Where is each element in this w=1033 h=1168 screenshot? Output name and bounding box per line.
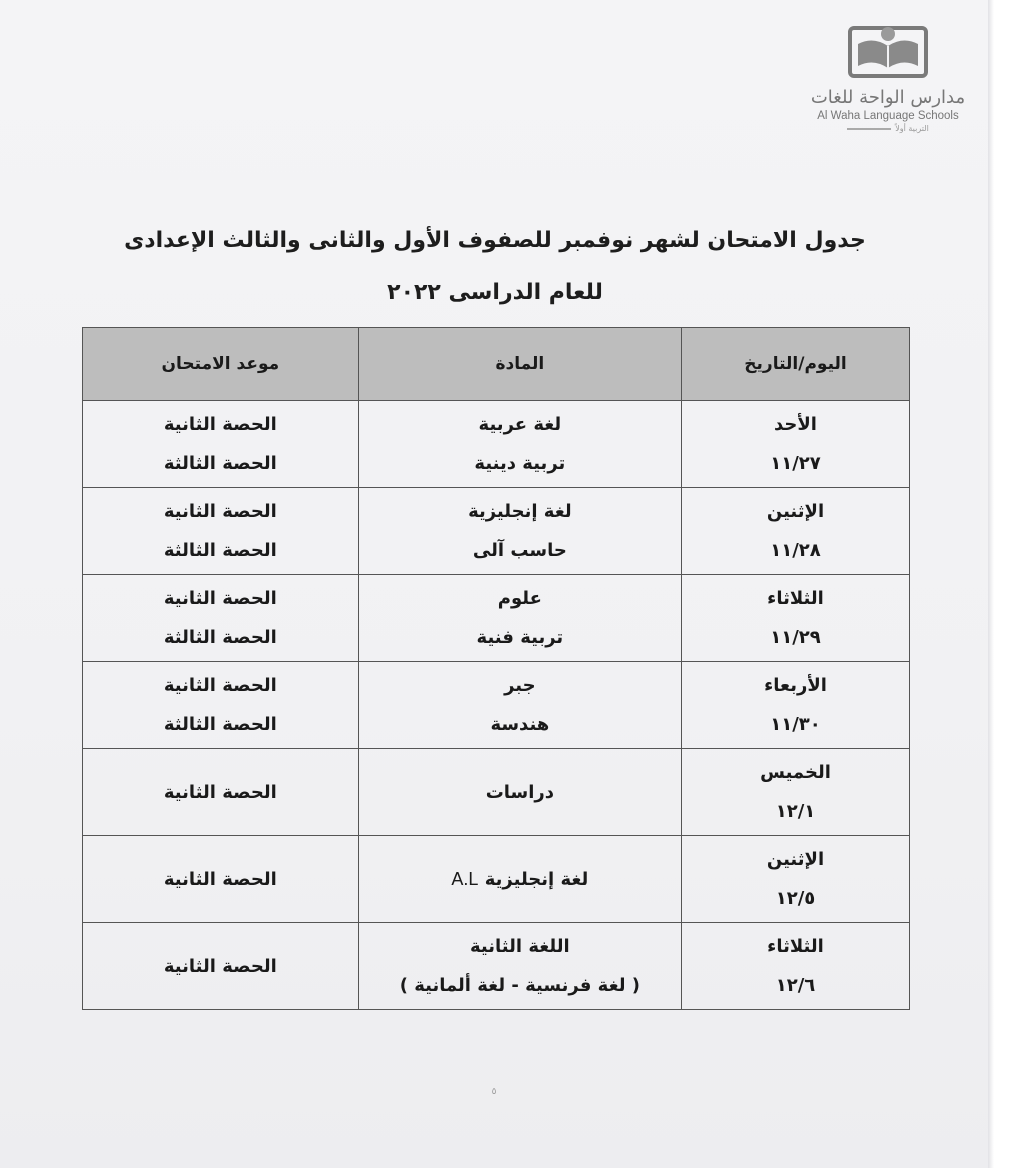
period-name: الحصة الثانية [163,955,277,977]
subject-cell [358,836,681,923]
header-subject: المادة [358,328,681,401]
subject-name: تربية دينية [474,453,566,474]
day-date: ١٢/٥ [775,888,816,909]
day-name: الخميس [760,762,831,783]
day-name: الثلاثاء [767,936,824,957]
header-exam-time: موعد الامتحان [83,328,359,401]
subject-cell [358,749,681,836]
day-date: ١١/٢٩ [770,627,821,648]
period-name: الحصة الثانية [163,588,277,609]
table-row [83,401,910,488]
period-cell [83,662,359,749]
period-name: الحصة الثانية [163,414,277,435]
school-logo [808,22,968,150]
day-cell [682,836,910,923]
subject-cell [358,488,681,575]
day-name: الثلاثاء [767,588,824,609]
paper-edge [988,0,994,1168]
day-cell [682,488,910,575]
subject-suffix: A.L [451,868,479,889]
period-name: الحصة الثالثة [163,714,277,735]
day-date: ١١/٢٨ [770,540,821,561]
logo-name-english: Al Waha Language Schools [817,110,959,122]
day-date: ١١/٣٠ [770,714,821,735]
logo-name-arabic: مدارس الواحة للغات [810,87,966,108]
period-cell [83,923,359,1010]
day-cell [682,401,910,488]
subject-name: هندسة [490,714,550,735]
day-cell [682,749,910,836]
table-row [83,836,910,923]
subject-name: جبر [504,675,536,696]
subject-cell [358,662,681,749]
logo-tagline: التربية أولاً [808,123,968,135]
subject-name: لغة إنجليزية A.L [451,868,589,890]
period-name: الحصة الثالثة [163,627,277,648]
exam-schedule-table [82,327,910,1010]
period-name: الحصة الثالثة [163,540,277,561]
period-cell [83,488,359,575]
day-name: الإثنين [766,501,825,522]
day-date: ١١/٢٧ [770,453,821,474]
period-name: الحصة الثانية [163,501,277,522]
day-date: ١٢/٦ [775,975,816,996]
table-row [83,488,910,575]
period-cell [83,575,359,662]
period-name: الحصة الثانية [163,868,277,890]
day-name: الأحد [774,414,817,435]
day-name: الإثنين [766,849,825,870]
page-number: ٥ [491,1087,497,1097]
period-name: الحصة الثالثة [163,453,277,474]
period-name: الحصة الثانية [163,781,277,803]
table-header-row [83,328,910,401]
subject-name: تربية فنية [476,627,564,648]
table-row [83,749,910,836]
period-cell [83,749,359,836]
day-name: الأربعاء [764,675,827,696]
day-date: ١٢/١ [775,801,816,822]
day-cell [682,923,910,1010]
header-day-date: اليوم/التاريخ [682,328,910,401]
table-row [83,575,910,662]
subject-name: ( لغة فرنسية - لغة ألمانية ) [399,975,640,996]
subject-cell [358,923,681,1010]
table-row [83,923,910,1010]
period-cell [83,401,359,488]
subject-name: لغة عربية [478,414,562,435]
subject-name: دراسات [485,781,555,803]
open-book-logo-icon [846,22,930,84]
subject-cell [358,575,681,662]
day-cell [682,662,910,749]
schedule-subtitle: للعام الدراسى ٢٠٢٢ [387,280,603,305]
schedule-title: جدول الامتحان لشهر نوفمبر للصفوف الأول والثانى والثالث الإعدادى [124,228,866,253]
day-cell [682,575,910,662]
table-row [83,662,910,749]
subject-name: اللغة الثانية [470,936,570,957]
period-name: الحصة الثانية [163,675,277,696]
subject-name: لغة إنجليزية [468,501,572,522]
period-cell [83,836,359,923]
subject-cell [358,401,681,488]
subject-name: حاسب آلى [472,540,567,561]
subject-name: علوم [497,588,542,609]
